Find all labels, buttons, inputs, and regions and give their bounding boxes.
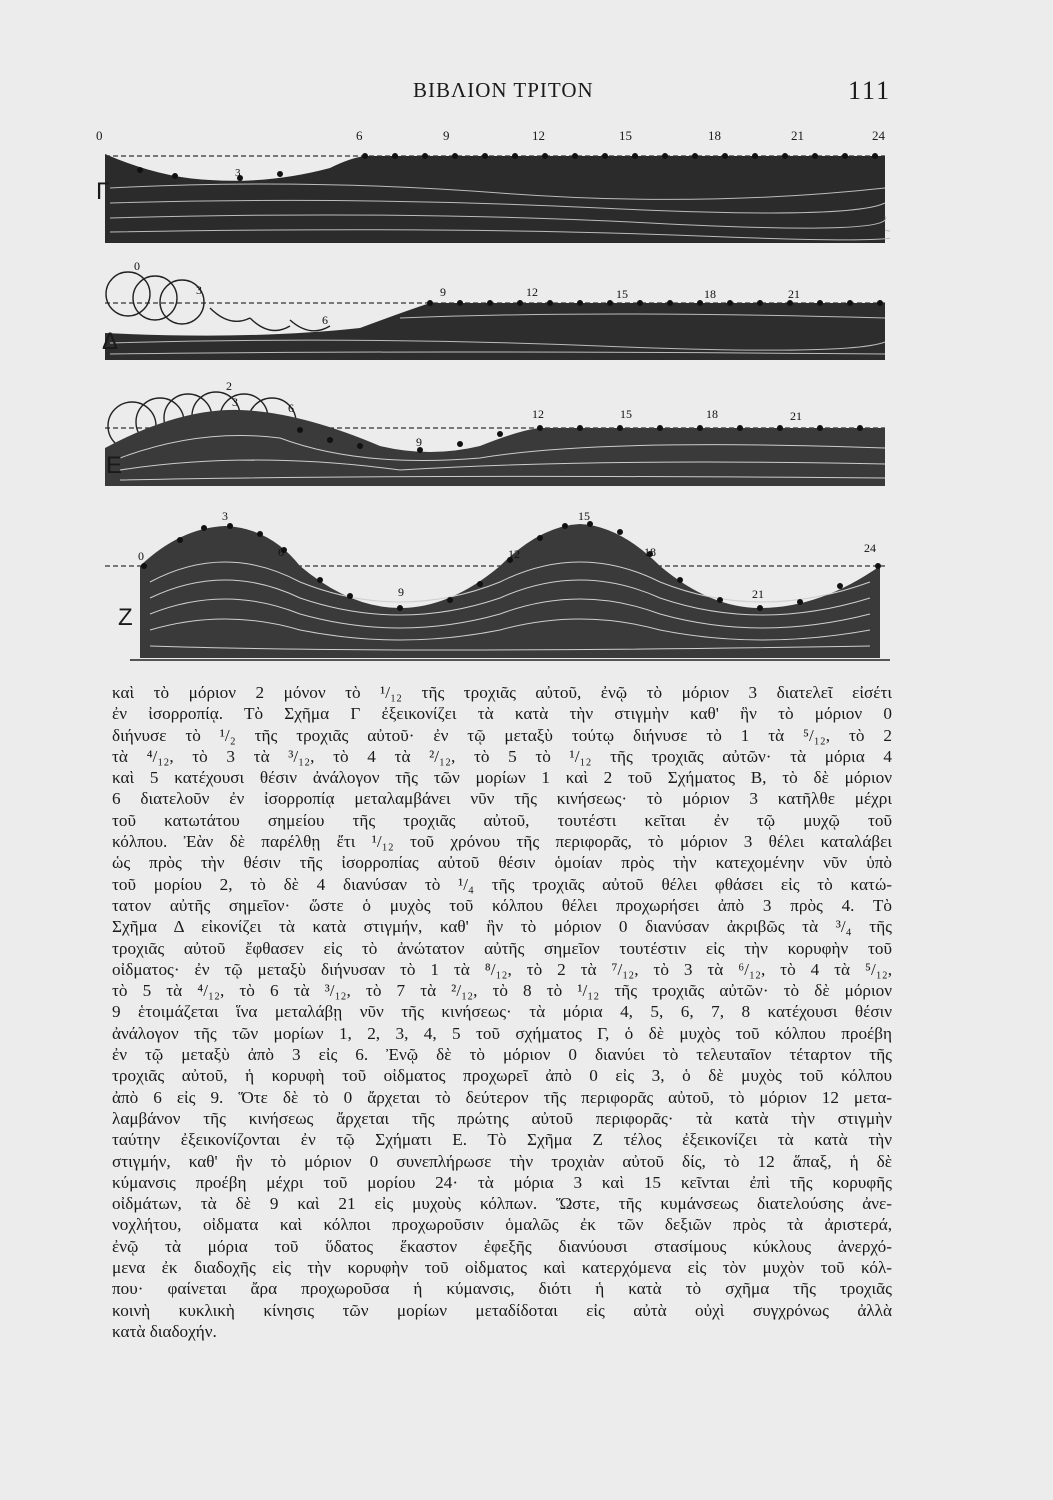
figure-epsilon-point: 18: [706, 407, 718, 421]
running-title: ΒΙΒΛΙΟΝ ΤΡΙΤΟΝ: [413, 78, 594, 102]
text-line: ταύτην ἐξεικονίζονται ἐν τῷ Σχήματι Ε. Τὸ Σχῆμα Ζ τέλος ἐξεικονίζει τὰ κατὰ τὴν: [112, 1130, 892, 1150]
page-number: 111: [848, 76, 892, 105]
text-line: που· φαίνεται ἄρα προχωροῦσα ἡ κύμανσις, διότι ἡ κατὰ τὸ σχῆμα τῆς τροχιᾶς: [112, 1279, 892, 1299]
scale-label: 18: [708, 128, 721, 143]
scale-label: 24: [872, 128, 885, 143]
text-line: οἰδμάτων, τὰ δὲ 9 καὶ 21 εἰς μυχοὺς κόλπων. Ὥστε, τῆς κυμάνσεως διατελούσης ἀνε-: [112, 1194, 892, 1214]
text-line: κύμανσις προέβη μέχρι τοῦ μορίου 24· τὰ μόρια 3 καὶ 15 κεῖνται ἐπὶ τῆς κορυφῆς: [112, 1172, 892, 1192]
figure-label: Γ: [96, 178, 110, 205]
figure-zeta-point: 9: [398, 585, 404, 599]
figure-epsilon-drawing: [100, 378, 890, 490]
figure-delta-point: 6: [322, 313, 328, 327]
text-line: ἐνῷ τὰ μόρια τοῦ ὕδατος ἕκαστον ἐφεξῆς διανύουσι στασίμους κύκλους ἀνερχό-: [112, 1236, 892, 1256]
figure-epsilon: [100, 378, 890, 490]
text-line: διήνυσε τὸ ¹/₂ τῆς τροχιᾶς αὐτοῦ· ἐν τῷ μεταξὺ τούτῳ διήνυσε τὸ 1 τὰ ⁵/₁₂, τὸ 2: [112, 725, 892, 745]
text-line: κατὰ διαδοχήν.: [112, 1321, 217, 1341]
figure-zeta-point: 0: [138, 549, 144, 563]
text-line: τὸ 5 τὰ ⁴/₁₂, τὸ 6 τὰ ³/₁₂, τὸ 7 τὰ ²/₁₂, τὸ 8 τὸ ¹/₁₂ τῆς τροχιᾶς αὐτῶν· τὸ δὲ μόριον: [112, 981, 892, 1001]
text-line: 6 διατελοῦν ἐν ἰσορροπίᾳ μεταλαμβάνει νῦν τῆς κινήσεως· τὸ μόριον 3 κατῆλθε μέχρι: [112, 789, 892, 809]
text-line: οἰδματος· ἐν τῷ μεταξὺ διήνυσαν τὸ 1 τὰ ⁸/₁₂, τὸ 2 τὰ ⁷/₁₂, τὸ 3 τὰ ⁶/₁₂, τὸ 4 τὰ ⁵/₁₂,: [112, 959, 892, 979]
figure-epsilon-point: 9: [416, 435, 422, 449]
text-line: στιγμήν, καθ' ἣν τὸ μόριον 0 συνεπλήρωσε τὴν τροχιὰν αὐτοῦ δίς, τὸ 12 ἅπαξ, ἡ δὲ: [112, 1151, 892, 1171]
figure-delta-point: 3: [196, 283, 202, 297]
figure-zeta-point: 6: [278, 545, 284, 559]
figure-gamma-point: 3: [235, 167, 241, 179]
figure-epsilon-point: 15: [620, 407, 632, 421]
figure-delta-drawing: [100, 258, 890, 362]
figure-zeta-drawing: [100, 508, 890, 664]
text-line: ὡς πρὸς τὴν θέσιν τῆς ἰσορροπίας αὐτοῦ θέσιν ὁμοίαν πρὸς τὴν κατεχομένην νῦν ὑπὸ: [112, 853, 892, 873]
figure-delta-point: 9: [440, 285, 446, 299]
text-line: τοῦ μορίου 2, τὸ δὲ 4 διανύσαν τὸ ¹/₄ τῆς τροχιᾶς αὐτοῦ θέλει φθάσει εἰς τὸ κατώ-: [112, 874, 892, 894]
figure-label: Δ: [102, 328, 119, 355]
text-line: τροχιᾶς αὐτοῦ, ἡ κορυφὴ τοῦ οἰδματος προχωρεῖ ἀπὸ 0 εἰς 3, ὁ δὲ μυχὸς τοῦ κόλπου: [112, 1066, 892, 1086]
figure-delta-point: 0: [134, 259, 140, 273]
text-line: τατον αὐτῆς σημεῖον· ὥστε ὁ μυχὸς τοῦ κόλπου θέλει προχωρήσει ἀπὸ 3 πρὸς 4. Τὸ: [112, 895, 892, 915]
figure-gamma-drawing: [100, 148, 890, 248]
scale-label: 6: [356, 128, 363, 143]
scale-label: 15: [619, 128, 632, 143]
page-header: [0, 76, 1053, 106]
figure-gamma: [96, 148, 890, 248]
scale-label: 0: [96, 128, 103, 143]
text-line: κοινὴ κυκλικὴ κίνησις τῶν μορίων μεταδίδοται εἰς αὐτὰ οὐχὶ συγχρόνως ἀλλὰ: [112, 1300, 892, 1320]
figure-zeta: [100, 508, 890, 664]
figure-epsilon-point: 6: [288, 401, 294, 415]
figure-delta-point: 18: [704, 287, 716, 301]
figure-delta-point: 21: [788, 287, 800, 301]
text-line: τὰ ⁴/₁₂, τὸ 3 τὰ ³/₁₂, τὸ 4 τὰ ²/₁₂, τὸ 5 τὸ ¹/₁₂ τῆς τροχιᾶς αὐτῶν· τὰ μόρια 4: [112, 746, 892, 766]
scale-label: 9: [443, 128, 450, 143]
scale-label: 12: [532, 128, 545, 143]
text-line: ἐν τῷ μεταξὺ ἀπὸ 3 εἰς 6. Ἐνῷ δὲ τὸ μόριον 0 διανύει τὸ τελευταῖον τέταρτον τῆς: [112, 1045, 892, 1065]
text-line: νοχλήτου, οἰδματα καὶ κόλποι προχωροῦσιν ὁμαλῶς ἐκ τῶν δεξιῶν πρὸς τὰ ἀριστερά,: [112, 1215, 892, 1235]
text-line: ἀνάλογον τῆς τῶν μορίων 1, 2, 3, 4, 5 τοῦ σχήματος Γ, ὁ δὲ μυχὸς τοῦ κόλπου προέβη: [112, 1023, 892, 1043]
figure-zeta-point: 18: [644, 545, 656, 559]
figure-delta-point: 12: [526, 285, 538, 299]
scale-label: 21: [791, 128, 804, 143]
figure-zeta-point: 24: [864, 541, 876, 555]
figure-epsilon-point: 3: [232, 395, 238, 409]
scale-labels: [0, 128, 1053, 148]
text-line: κόλπου. Ἐὰν δὲ παρέλθῃ ἔτι ¹/₁₂ τοῦ χρόνου τῆς περιφορᾶς, τὸ μόριον 3 θέλει καταλάβει: [112, 832, 892, 852]
figure-label: Ε: [106, 452, 123, 479]
text-line: ἀπὸ 6 εἰς 9. Ὅτε δὲ τὸ 0 ἄρχεται τὸ δεύτερον τῆς περιφορᾶς αὐτοῦ, τὸ μόριον 12 μετα-: [112, 1087, 892, 1107]
text-line: τοῦ κατωτάτου σημείου τῆς τροχιᾶς αὐτοῦ, τουτέστι κεῖται ἐν τῷ μυχῷ τοῦ: [112, 810, 892, 830]
text-line: καὶ τὸ μόριον 2 μόνον τὸ ¹/₁₂ τῆς τροχιᾶς αὐτοῦ, ἐνῷ τὸ μόριον 3 διατελεῖ εἰσέτι: [112, 683, 892, 702]
figure-delta: [100, 258, 890, 362]
text-line: ἐν ἰσορροπίᾳ. Τὸ Σχῆμα Γ ἐξεικονίζει τὰ κατὰ τὴν στιγμὴν καθ' ἣν τὸ μόριον 0: [112, 704, 892, 724]
figure-epsilon-point: 21: [790, 409, 802, 423]
text-line: καὶ 5 κατέχουσι θέσιν ἀνάλογον τῆς τῶν μορίων 1 καὶ 2 τοῦ Σχήματος Β, τὸ δὲ μόριον: [112, 768, 892, 788]
figure-delta-point: 15: [616, 287, 628, 301]
figure-zeta-point: 21: [752, 587, 764, 601]
figure-zeta-point: 3: [222, 509, 228, 523]
text-line: Σχῆμα Δ εἰκονίζει τὰ κατὰ στιγμήν, καθ' ἣν τὸ μόριον 0 διανύσαν ἀκριβῶς τὰ ³/₄ τῆς: [112, 917, 892, 937]
figure-zeta-point: 15: [578, 509, 590, 523]
figure-zeta-point: 12: [508, 547, 520, 561]
text-line: μενα ἐκ διαδοχῆς εἰς τὴν κορυφὴν τοῦ οἰδματος καὶ κατερχόμενα εἰς τὸν μυχὸν τοῦ κόλ-: [112, 1258, 892, 1278]
figure-epsilon-point: 12: [532, 407, 544, 421]
body-text: [112, 682, 892, 1342]
text-line: τροχιᾶς αὐτοῦ ἔφθασεν εἰς τὸ ἀνώτατον αὐτῆς σημεῖον τουτέστιν εἰς τὴν κορυφὴν τοῦ: [112, 938, 892, 958]
text-line: 9 ἑτοιμάζεται ἵνα μεταλάβῃ νῦν τῆς κινήσεως· τὰ μόρια 4, 5, 6, 7, 8 κατέχουσι θέσιν: [112, 1002, 892, 1022]
figure-label: Ζ: [118, 604, 133, 631]
text-line: λαμβάνον τῆς κινήσεως ἄρχεται τῆς πρώτης αὐτοῦ περιφορᾶς· τὰ κατὰ τὴν στιγμὴν: [112, 1108, 892, 1128]
figure-epsilon-point: 2: [226, 379, 232, 393]
